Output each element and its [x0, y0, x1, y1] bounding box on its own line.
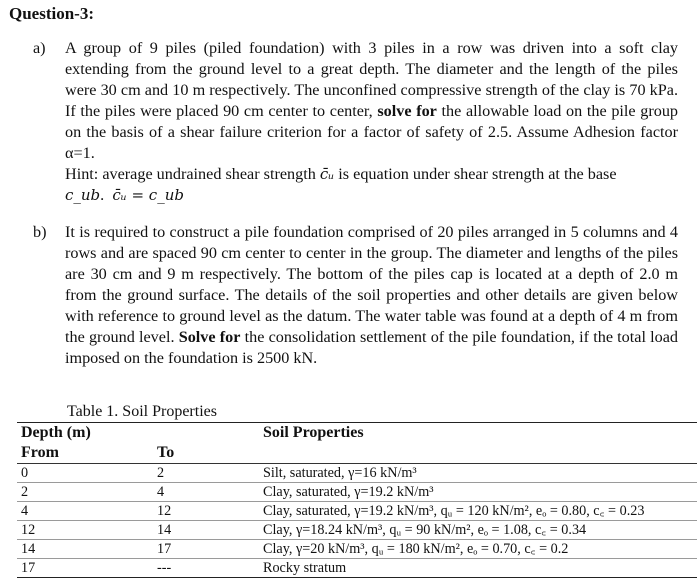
part-a-equation: c_ub. c̄ᵤ = c_ub [65, 186, 184, 204]
table-row [17, 540, 697, 559]
cell-props: Clay, saturated, γ=19.2 kN/m³, qᵤ = 120 kN/m², eₒ = 0.80, c꜀ = 0.23 [251, 502, 697, 521]
question-part-a [33, 38, 678, 206]
cell-from: 14 [17, 540, 123, 559]
table-header-row [17, 423, 697, 444]
cu-bar-symbol: c̄ᵤ [319, 165, 335, 183]
question-part-b [33, 222, 678, 369]
cell-from: 0 [17, 464, 123, 483]
header-empty [251, 443, 697, 464]
cell-from: 17 [17, 559, 123, 578]
cu-equals-cub: c̄ᵤ = c_ub [112, 186, 184, 204]
table-row [17, 502, 697, 521]
header-blank [123, 423, 251, 444]
header-to: To [123, 443, 251, 464]
cell-to: 2 [123, 464, 251, 483]
cell-props: Rocky stratum [251, 559, 697, 578]
cell-props: Clay, γ=20 kN/m³, qᵤ = 180 kN/m², eₒ = 0.70, c꜀ = 0.2 [251, 540, 697, 559]
hint-label: Hint: average undrained shear strength [65, 165, 316, 183]
part-a-solve-for: solve for [377, 102, 437, 120]
question-title: Question-3: [9, 4, 94, 23]
table-row [17, 521, 697, 540]
part-a-hint [65, 164, 678, 185]
part-b-solve-for: Solve for [178, 328, 241, 346]
cell-to: 17 [123, 540, 251, 559]
cell-from: 4 [17, 502, 123, 521]
cell-to: 14 [123, 521, 251, 540]
cell-to: 12 [123, 502, 251, 521]
part-b-marker: b) [33, 223, 47, 241]
part-a-text-end: the allowable load on the pile group on the basis of a shear failure criterion for a factor of safety of 2.5. Assume Adhesion factor α=1. [65, 102, 679, 162]
cell-props: Clay, γ=18.24 kN/m³, qᵤ = 90 kN/m², eₒ = 1.08, c꜀ = 0.34 [251, 521, 697, 540]
table-subheader-row [17, 443, 697, 464]
table-caption: Table 1. Soil Properties [67, 403, 217, 420]
cell-props: Silt, saturated, γ=16 kN/m³ [251, 464, 697, 483]
part-a-marker: a) [33, 39, 46, 57]
cell-props: Clay, saturated, γ=19.2 kN/m³ [251, 483, 697, 502]
table-row [17, 483, 697, 502]
part-a-text-main: A group of 9 piles (piled foundation) with 3 piles in a row was driven into a soft clay extending from the ground level to a great depth. The diameter and the length of the piles were 30 cm and 10 m respectively. The unconfined compressive strength of the clay is 70 kPa. If the piles were placed 90 cm center to center, [65, 39, 678, 120]
header-soil-properties: Soil Properties [251, 423, 697, 444]
cell-to: --- [123, 559, 251, 578]
cell-from: 2 [17, 483, 123, 502]
cell-from: 12 [17, 521, 123, 540]
header-depth: Depth (m) [17, 423, 123, 444]
table-row [17, 559, 697, 578]
part-b-text-end: the consolidation settlement of the pile foundation, if the total load imposed on the foundation is 2500 kN. [65, 328, 679, 367]
cub-symbol: c_ub [65, 186, 101, 204]
part-a-text [65, 38, 678, 164]
soil-properties-table [17, 422, 697, 578]
part-b-text-main: It is required to construct a pile foundation comprised of 20 piles arranged in 5 columns and 4 rows and are spaced 90 cm center to center in the group. The diameter and lengths of the piles are 30 cm and 9 m respectively. The bottom of the piles cap is located at a depth of 2.0 m from the ground surface. The details of the soil properties and other details are given below with reference to ground level as the datum. The water table was found at a depth of 4 m from the ground level. [65, 223, 678, 346]
table-row [17, 464, 697, 483]
hint-middle: is equation under shear strength at the base [338, 165, 617, 183]
part-b-text [65, 222, 678, 369]
header-from: From [17, 443, 123, 464]
cell-to: 4 [123, 483, 251, 502]
